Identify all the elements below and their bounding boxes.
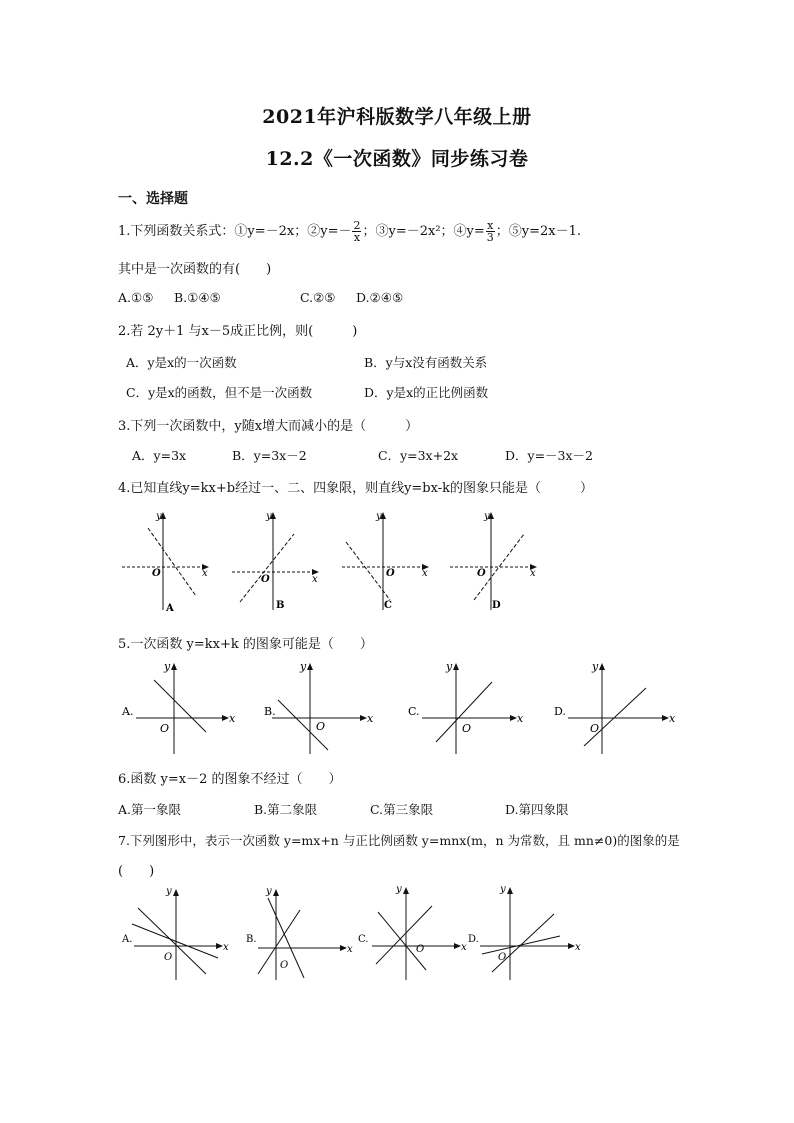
q1-suffix: ；⑤y=2x－1. [495, 224, 582, 239]
q4-graph-c [338, 510, 438, 614]
x-axis-label: x [530, 568, 536, 579]
y-axis-label: y [500, 884, 506, 895]
q7-graph-d [466, 882, 586, 982]
x-axis-arrow-icon [222, 715, 229, 721]
y-axis-arrow-icon [599, 663, 605, 670]
graph-label: A. [122, 934, 133, 945]
y-axis-label: y [156, 511, 162, 522]
function-line [240, 534, 294, 602]
x-axis-label: x [202, 568, 208, 579]
graph-label: A. [122, 705, 134, 718]
y-axis-label: y [300, 660, 307, 673]
q1-frac1-den: x [353, 231, 361, 244]
origin-label: O [160, 722, 170, 735]
q4-graph-b [228, 510, 328, 614]
origin-label: O [316, 720, 326, 733]
function-line [584, 688, 646, 746]
x-axis-arrow-icon [510, 715, 517, 721]
x-axis-arrow-icon [662, 715, 669, 721]
graph-label: A [166, 603, 174, 614]
q1-frac2-num: x [487, 219, 494, 232]
y-axis-label: y [376, 511, 382, 522]
x-axis-label: x [347, 944, 353, 955]
q2-option-b: B．y与x没有函数关系 [364, 355, 488, 370]
q2-option-d: D．y是x的正比例函数 [364, 385, 489, 400]
question-3-stem: 3.下列一次函数中，y随x增大而减小的是（ ） [118, 419, 419, 434]
page-title: 2021年沪科版数学八年级上册 [262, 106, 532, 128]
q5-graph-d [552, 658, 682, 758]
y-axis-arrow-icon [307, 663, 313, 670]
x-axis-label: x [461, 942, 467, 953]
x-axis-arrow-icon [340, 945, 347, 951]
function-line-2 [132, 924, 218, 958]
q7-graph-a [120, 882, 240, 982]
graph-label: B [276, 600, 285, 611]
x-axis-label: x [422, 568, 428, 579]
x-axis-arrow-icon [216, 943, 223, 949]
x-axis-arrow-icon [568, 943, 575, 949]
question-4-stem: 4.已知直线y=kx+b经过一、二、四象限，则直线y=bx-k的图象只能是（ ） [118, 481, 593, 496]
q5-graph-b [262, 658, 392, 758]
origin-label: O [590, 722, 600, 735]
q6-option-c: C.第三象限 [370, 802, 434, 817]
q6-option-d: D.第四象限 [505, 802, 569, 817]
q1-frac2-den: 3 [486, 231, 494, 244]
q7-graph-b [244, 882, 364, 982]
q1-option-a: A.①⑤ [118, 290, 154, 305]
x-axis-arrow-icon [360, 715, 367, 721]
function-line-1 [378, 912, 426, 970]
q1-option-d: D.②④⑤ [356, 290, 404, 305]
section-heading-choice: 一、选择题 [118, 191, 188, 207]
q4-graph-d [446, 510, 546, 614]
page-subtitle: 12.2《一次函数》同步练习卷 [265, 148, 529, 170]
q1-prefix: 1.下列函数关系式：①y=－2x；②y=－ [118, 224, 352, 239]
y-axis-arrow-icon [403, 887, 409, 894]
q4-graph-a [118, 510, 218, 614]
y-axis-label: y [266, 886, 272, 897]
origin-label: O [477, 568, 486, 579]
graph-label: B. [264, 705, 276, 718]
y-axis-arrow-icon [273, 889, 279, 896]
q3-option-d: D．y=－3x－2 [505, 448, 594, 463]
origin-label: O [152, 568, 161, 579]
graph-label: C. [358, 934, 369, 945]
x-axis-label: x [223, 942, 229, 953]
question-1-line2: 其中是一次函数的有( ) [118, 262, 272, 277]
origin-label: O [416, 944, 425, 955]
q5-graph-a [120, 658, 250, 758]
origin-label: O [386, 568, 395, 579]
origin-label: O [462, 722, 472, 735]
x-axis-label: x [312, 574, 318, 585]
function-line-2 [376, 906, 432, 964]
q1-fraction-2-over-x [352, 220, 361, 243]
q1-fraction-x-over-3 [486, 220, 495, 243]
q2-option-a: A．y是x的一次函数 [126, 355, 237, 370]
x-axis-label: x [367, 712, 374, 725]
graph-label: D. [468, 934, 479, 945]
q1-frac1-num: 2 [353, 219, 361, 232]
q2-option-c: C．y是x的函数，但不是一次函数 [126, 385, 313, 400]
q1-mid: ；③y=－2x²；④y= [362, 224, 485, 239]
function-line-1 [492, 914, 554, 972]
origin-label: O [498, 952, 507, 963]
y-axis-label: y [396, 884, 402, 895]
q6-option-a: A.第一象限 [118, 802, 182, 817]
function-line [148, 528, 196, 596]
x-axis-label: x [229, 712, 236, 725]
y-axis-arrow-icon [171, 663, 177, 670]
q5-graph-c [406, 658, 536, 758]
graph-label: D [492, 600, 501, 611]
function-line-2 [258, 910, 300, 974]
q3-option-b: B．y=3x－2 [232, 448, 307, 463]
graph-label: D. [554, 705, 566, 718]
question-2-stem: 2.若 2y＋1 与x－5成正比例，则( ) [118, 324, 358, 339]
y-axis-arrow-icon [453, 663, 459, 670]
graph-label: C [384, 600, 392, 611]
y-axis-label: y [166, 886, 172, 897]
origin-label: O [261, 574, 270, 585]
y-axis-label: y [164, 660, 171, 673]
graph-label: B. [246, 934, 257, 945]
origin-label: O [164, 952, 173, 963]
x-axis-arrow-icon [454, 943, 461, 949]
q7-graph-c [356, 882, 476, 982]
q1-option-c: C.②⑤ [300, 290, 336, 305]
x-axis-label: x [669, 712, 676, 725]
y-axis-label: y [484, 511, 490, 522]
graph-label: C. [408, 705, 420, 718]
question-7-stem: 7.下列图形中，表示一次函数 y=mx+n 与正比例函数 y=mnx(m，n 为常数，且 mn≠0)的图象的是 [118, 833, 680, 848]
x-axis-label: x [517, 712, 524, 725]
x-axis-label: x [575, 942, 581, 953]
y-axis-label: y [266, 511, 272, 522]
function-line-1 [138, 908, 206, 974]
question-7-stem-cont: ( ) [118, 864, 155, 879]
y-axis-arrow-icon [507, 887, 513, 894]
q3-option-a: A．y=3x [132, 448, 187, 463]
question-1-stem [118, 218, 581, 246]
y-axis-arrow-icon [173, 889, 179, 896]
q3-option-c: C．y=3x+2x [378, 448, 459, 463]
q6-option-b: B.第二象限 [254, 802, 318, 817]
q1-option-b: B.①④⑤ [174, 290, 221, 305]
function-line-2 [482, 936, 560, 954]
y-axis-label: y [592, 660, 599, 673]
y-axis-label: y [446, 660, 453, 673]
question-6-stem: 6.函数 y=x－2 的图象不经过（ ） [118, 772, 342, 787]
origin-label: O [280, 960, 289, 971]
question-5-stem: 5.一次函数 y=kx+k 的图象可能是（ ） [118, 637, 373, 652]
